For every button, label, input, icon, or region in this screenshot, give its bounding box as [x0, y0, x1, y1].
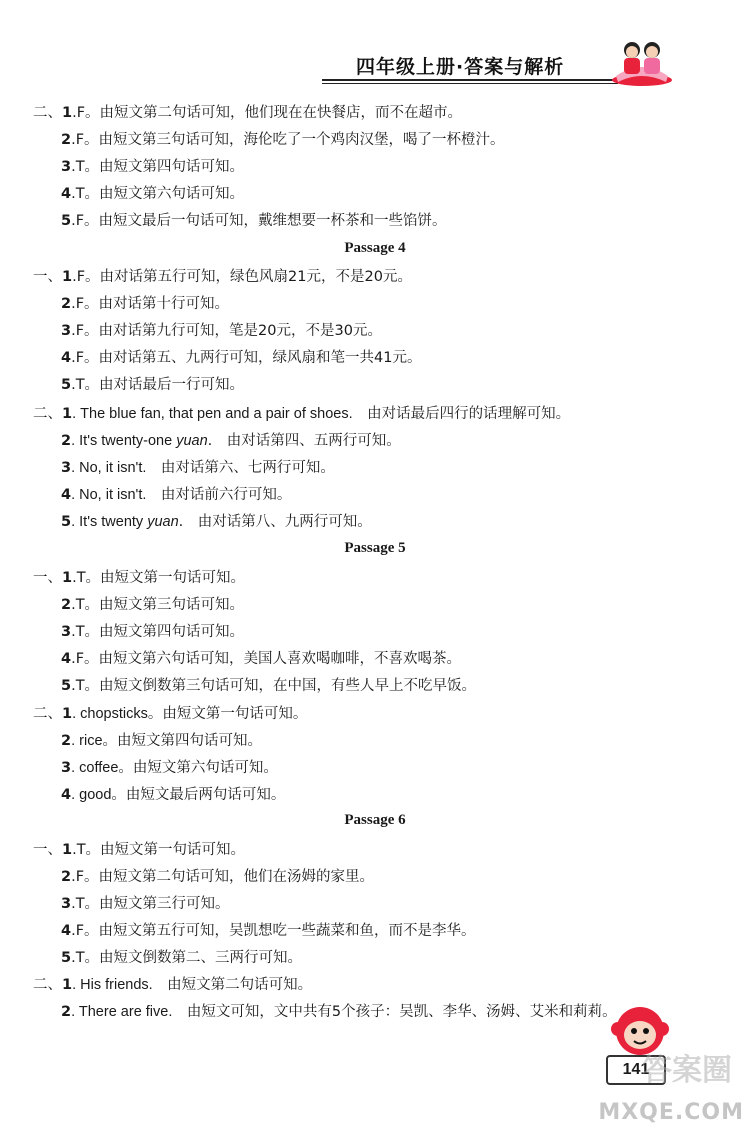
answer-line: 3.T。由短文第四句话可知。: [61, 624, 245, 640]
header-rule: [322, 79, 618, 81]
answer-line: 2. rice。由短文第四句话可知。: [61, 733, 263, 749]
page-number: 141: [606, 1055, 666, 1085]
answer-line: 4.F。由对话第五、九两行可知，绿风扇和笔一共41元。: [61, 350, 422, 366]
answer-line: 4.F。由短文第六句话可知，美国人喜欢喝咖啡，不喜欢喝茶。: [61, 651, 462, 667]
answer-line: 2.F。由对话第十行可知。: [61, 296, 230, 312]
answer-line: 4. No, it isn't. 由对话前六行可知。: [61, 487, 292, 503]
answer-line: 5.T。由短文倒数第二、三两行可知。: [61, 950, 303, 966]
answer-line: 二、1. chopsticks。由短文第一句话可知。: [33, 706, 308, 722]
passage-5-title: Passage 5: [344, 540, 406, 556]
answer-line: 2.F。由短文第二句话可知，他们在汤姆的家里。: [61, 869, 375, 885]
watermark-text: MXQE.COM: [598, 1100, 744, 1125]
kids-reading-icon: [606, 36, 678, 88]
answer-line: 二、1.F。由短文第二句话可知，他们现在在快餐店，而不在超市。: [33, 105, 463, 121]
answer-line: 3.T。由短文第四句话可知。: [61, 159, 245, 175]
page-header-title: 四年级上册·答案与解析: [356, 56, 565, 78]
passage-4-title: Passage 4: [344, 240, 406, 256]
answer-line: 一、1.F。由对话第五行可知，绿色风扇21元，不是20元。: [33, 269, 412, 285]
answer-line: 5. It's twenty yuan. 由对话第八、九两行可知。: [61, 514, 372, 530]
answer-line: 2.F。由短文第三句话可知，海伦吃了一个鸡肉汉堡，喝了一杯橙汁。: [61, 132, 505, 148]
answer-line: 二、1. The blue fan, that pen and a pair of shoes. 由对话最后四行的话理解可知。: [33, 406, 571, 422]
answer-line: 5.T。由对话最后一行可知。: [61, 377, 245, 393]
answer-line: 4. good。由短文最后两句话可知。: [61, 787, 286, 803]
answer-line: 3.T。由短文第三行可知。: [61, 896, 230, 912]
answer-line: 2.T。由短文第三句话可知。: [61, 597, 245, 613]
watermark-logo: 答案圈: [642, 1053, 732, 1088]
passage-6-title: Passage 6: [344, 812, 406, 828]
answer-line: 3. No, it isn't. 由对话第六、七两行可知。: [61, 460, 335, 476]
answer-line: 4.F。由短文第五行可知，吴凯想吃一些蔬菜和鱼，而不是李华。: [61, 923, 476, 939]
answer-line: 3.F。由对话第九行可知，笔是20元，不是30元。: [61, 323, 382, 339]
answer-line: 3. coffee。由短文第六句话可知。: [61, 760, 278, 776]
header-rule-thin: [322, 83, 618, 84]
answer-line: 2. There are five. 由短文可知，文中共有5个孩子：吴凯、李华、汤姆、艾米和莉莉。: [61, 1004, 617, 1020]
answer-line: 二、1. His friends. 由短文第二句话可知。: [33, 977, 313, 993]
answer-line: 一、1.T。由短文第一句话可知。: [33, 570, 246, 586]
answer-line: 5.F。由短文最后一句话可知，戴维想要一杯茶和一些馅饼。: [61, 213, 447, 229]
answer-line: 2. It's twenty-one yuan. 由对话第四、五两行可知。: [61, 433, 401, 449]
answer-line: 一、1.T。由短文第一句话可知。: [33, 842, 246, 858]
answer-line: 4.T。由短文第六句话可知。: [61, 186, 245, 202]
answer-line: 5.T。由短文倒数第三句话可知，在中国，有些人早上不吃早饭。: [61, 678, 477, 694]
